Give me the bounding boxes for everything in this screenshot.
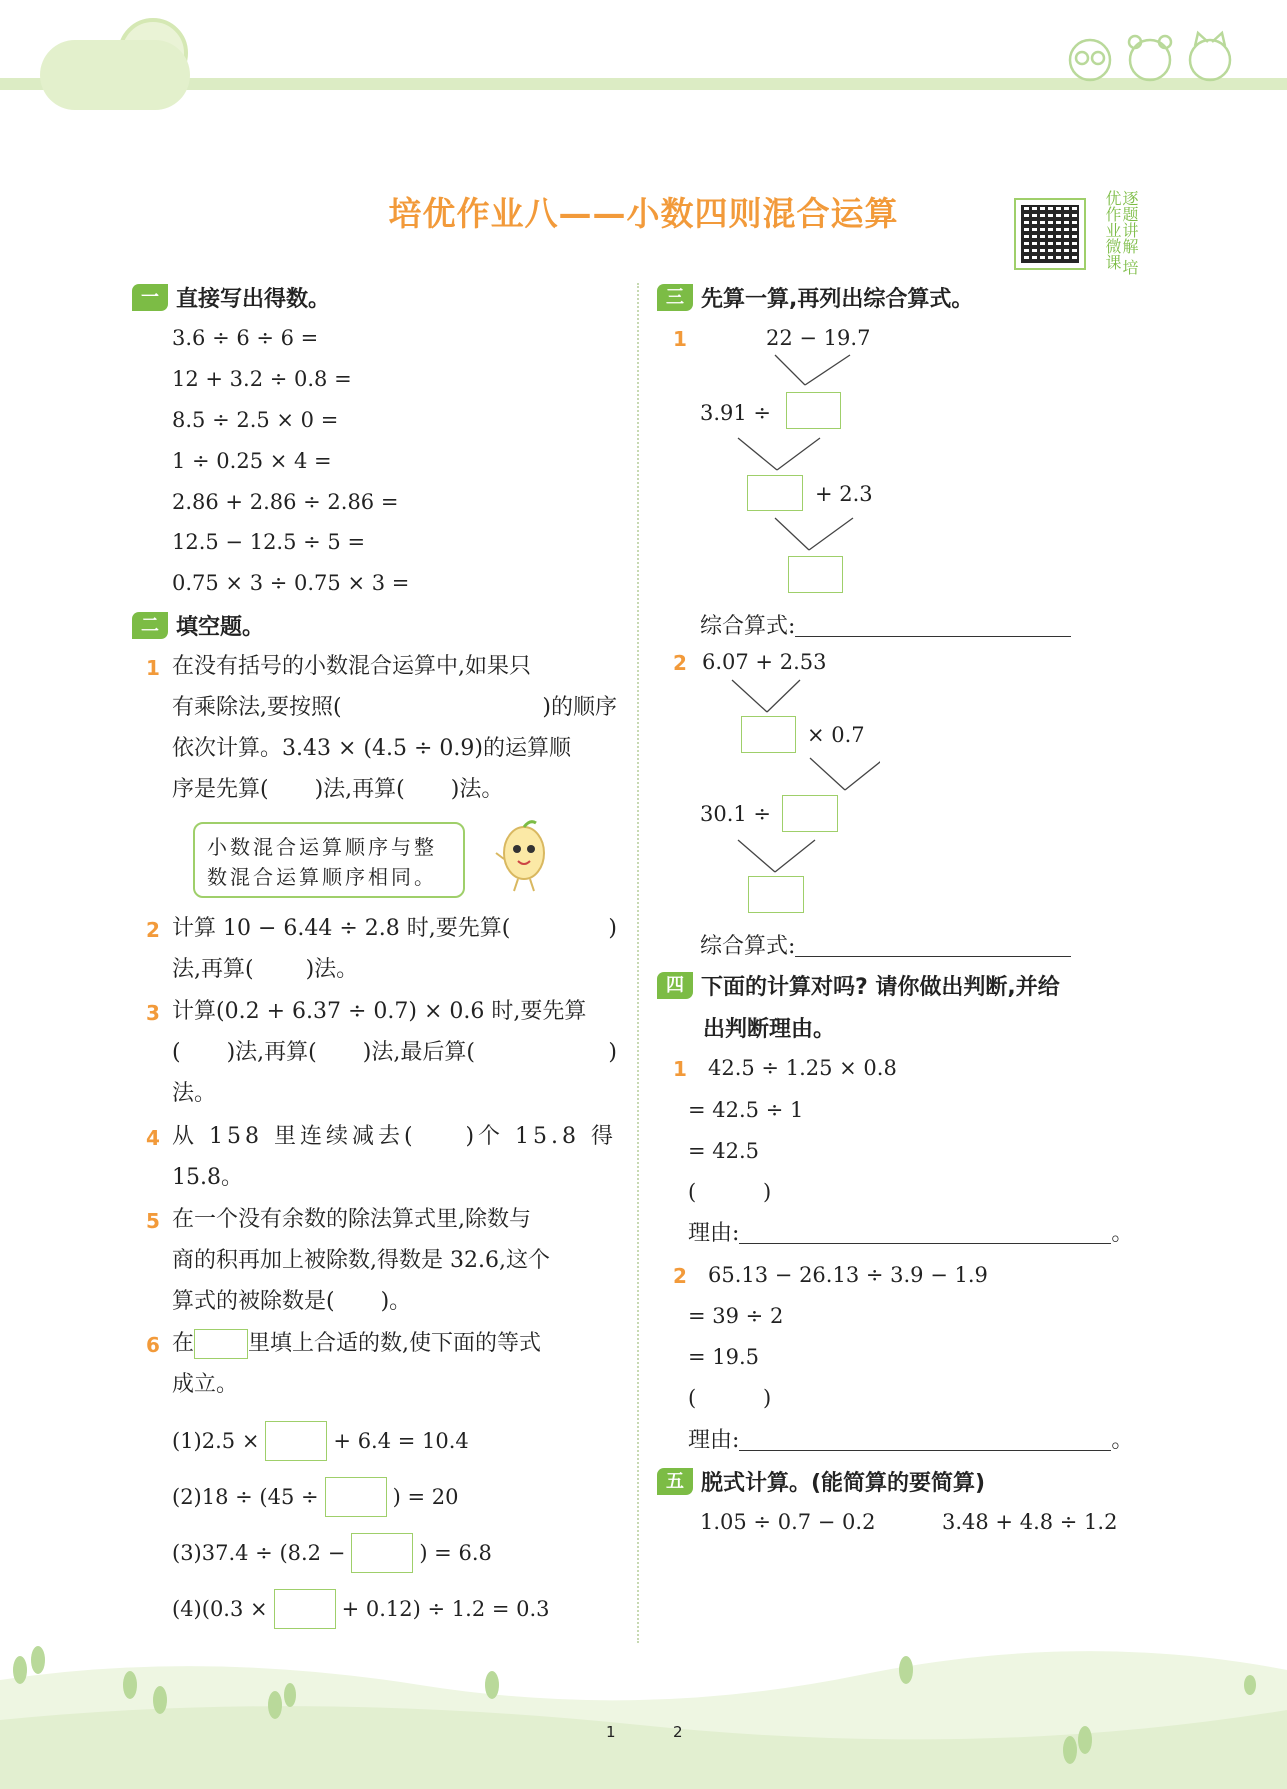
question-number: 2 <box>673 651 687 675</box>
list-item: 1 ÷ 0.25 × 4 = <box>172 449 332 473</box>
section-4-title-line2: 出判断理由。 <box>703 1017 836 1042</box>
judge-1-step: = 42.5 ÷ 1 <box>688 1098 804 1122</box>
question-6: 在 里填上合适的数,使下面的等式 成立。 <box>172 1323 617 1405</box>
judge-1-answer[interactable]: ( ) <box>688 1180 772 1204</box>
answer-box[interactable] <box>748 876 804 913</box>
question-3: 计算(0.2 + 6.37 ÷ 0.7) × 0.6 时,要先算 ( )法,再算( )法,最后算( ) 法。 <box>172 999 617 1106</box>
judge-2-answer[interactable]: ( ) <box>688 1386 772 1410</box>
question-number: 1 <box>673 327 687 351</box>
section-4-badge: 四 <box>657 972 693 999</box>
cloud-icon <box>40 40 190 110</box>
tree-1-left: 3.91 ÷ <box>700 401 772 425</box>
formula-line: 综合算式: <box>700 926 1071 967</box>
list-item: 3.6 ÷ 6 ÷ 6 = <box>172 326 319 350</box>
formula-blank[interactable] <box>795 636 1071 637</box>
tree-1-right: + 2.3 <box>815 482 873 506</box>
list-item: 0.75 × 3 ÷ 0.75 × 3 = <box>172 571 410 595</box>
list-item: 12 + 3.2 ÷ 0.8 = <box>172 367 352 391</box>
answer-box[interactable] <box>194 1329 248 1359</box>
question-5: 在一个没有余数的除法算式里,除数与 商的积再加上被除数,得数是 32.6,这个 算式的被除数是( )。 <box>172 1207 550 1314</box>
section-3-badge: 三 <box>657 284 693 311</box>
tree-2-right: × 0.7 <box>807 723 865 747</box>
judge-1-step: = 42.5 <box>688 1139 760 1163</box>
section-1-badge: 一 <box>132 284 168 311</box>
hills-decoration <box>0 1640 1287 1789</box>
question-number: 2 <box>673 1264 687 1288</box>
tree-2-top: 6.07 + 2.53 <box>702 650 827 674</box>
page-title: 培优作业八——小数四则混合运算 <box>388 194 899 233</box>
question-number: 3 <box>146 1001 160 1025</box>
reason-blank[interactable] <box>739 1450 1111 1451</box>
answer-box[interactable] <box>325 1477 387 1517</box>
question-1: 在没有括号的小数混合运算中,如果只 有乘除法,要按照( )的顺序 依次计算。3.43 × (4.5 ÷ 0.9)的运算顺 序是先算( )法,再算( )法。 <box>172 654 617 802</box>
formula-line: 综合算式: <box>700 606 1071 647</box>
question-4: 从 158 里连续减去( )个 15.8 得 15.8。 <box>172 1124 617 1190</box>
section-4-heading <box>657 970 1060 1001</box>
mascot-icon <box>494 815 554 895</box>
list-item: 2.86 + 2.86 ÷ 2.86 = <box>172 490 399 514</box>
question-number: 1 <box>673 1057 687 1081</box>
section-3-heading <box>657 282 973 313</box>
judge-2-step: = 19.5 <box>688 1345 760 1369</box>
question-2: 计算 10 − 6.44 ÷ 2.8 时,要先算( ) 法,再算( )法。 <box>172 916 617 982</box>
tree-1-top: 22 − 19.7 <box>766 326 871 350</box>
question-number: 6 <box>146 1333 160 1357</box>
section-2-badge: 二 <box>132 612 168 639</box>
answer-box[interactable] <box>351 1533 413 1573</box>
qr-label: 逐题讲解 培优作业微课 <box>1103 190 1139 276</box>
equation-4: (4)(0.3 × + 0.12) ÷ 1.2 = 0.3 <box>172 1589 550 1629</box>
tree-1-lines <box>640 340 880 570</box>
calc-expr-1: 1.05 ÷ 0.7 − 0.2 <box>700 1510 876 1534</box>
formula-blank[interactable] <box>795 956 1071 957</box>
section-3-title: 先算一算,再列出综合算式。 <box>701 287 974 312</box>
question-number: 5 <box>146 1209 160 1233</box>
answer-box[interactable] <box>265 1421 327 1461</box>
section-5-heading <box>657 1466 985 1497</box>
list-item: 12.5 − 12.5 ÷ 5 = <box>172 530 366 554</box>
reason-blank[interactable] <box>739 1243 1111 1244</box>
qr-code[interactable] <box>1014 198 1086 270</box>
question-number: 1 <box>146 656 160 680</box>
question-number: 2 <box>146 918 160 942</box>
question-number: 4 <box>146 1126 160 1150</box>
calc-expr-2: 3.48 + 4.8 ÷ 1.2 <box>942 1510 1118 1534</box>
answer-box[interactable] <box>274 1589 336 1629</box>
tip-bubble: 小数混合运算顺序与整 数混合运算顺序相同。 <box>193 822 465 898</box>
equation-3: (3)37.4 ÷ (8.2 − ) = 6.8 <box>172 1533 492 1573</box>
judge-1-expr: 42.5 ÷ 1.25 × 0.8 <box>708 1056 897 1080</box>
tree-2-left: 30.1 ÷ <box>700 802 772 826</box>
animal-faces-icon <box>1060 28 1250 83</box>
section-1-heading <box>132 282 330 313</box>
equation-2: (2)18 ÷ (45 ÷ ) = 20 <box>172 1477 458 1517</box>
list-item: 8.5 ÷ 2.5 × 0 = <box>172 408 339 432</box>
judge-2-expr: 65.13 − 26.13 ÷ 3.9 − 1.9 <box>708 1263 988 1287</box>
reason-line: 理由: 。 <box>688 1428 1134 1453</box>
reason-line: 理由: 。 <box>688 1221 1134 1246</box>
equation-1: (1)2.5 × + 6.4 = 10.4 <box>172 1421 469 1461</box>
section-5-title: 脱式计算。(能简算的要简算) <box>701 1471 986 1496</box>
section-5-badge: 五 <box>657 1468 693 1495</box>
section-1-title: 直接写出得数。 <box>176 287 331 312</box>
page-number-left: 1 <box>606 1723 616 1741</box>
tree-2-lines <box>640 670 880 880</box>
section-4-title: 下面的计算对吗? 请你做出判断,并给 <box>701 975 1060 1000</box>
page-number-right: 2 <box>673 1723 683 1741</box>
section-2-heading <box>132 610 264 641</box>
judge-2-step: = 39 ÷ 2 <box>688 1304 784 1328</box>
column-divider <box>637 283 639 1643</box>
section-2-title: 填空题。 <box>176 615 265 640</box>
